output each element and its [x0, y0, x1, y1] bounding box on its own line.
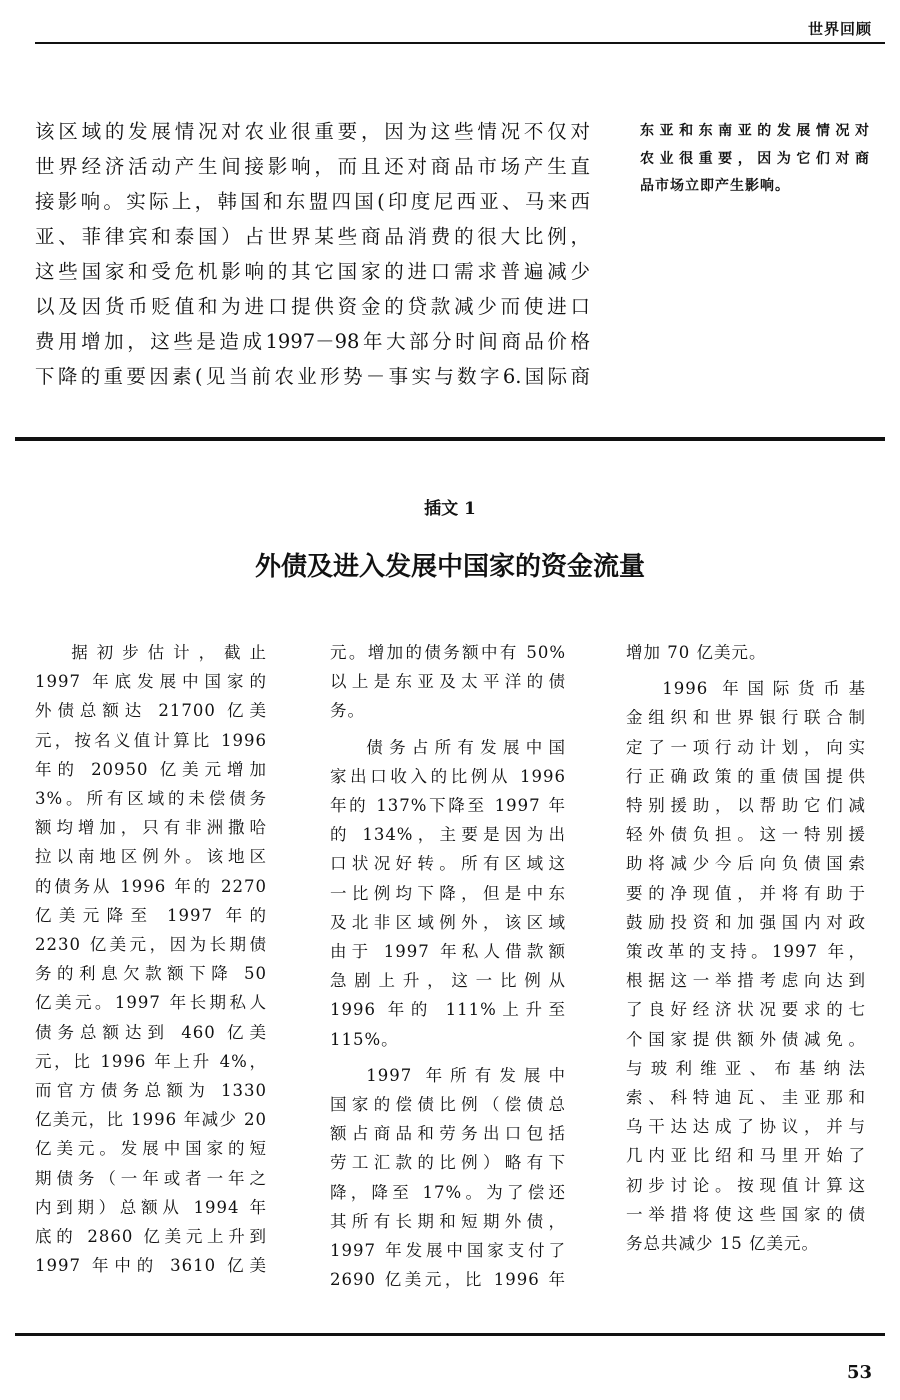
paragraph	[330, 1061, 566, 1295]
text-line: 务总共减少 15 亿美元。	[626, 1234, 819, 1254]
text-line: 债务占所有发展中国	[366, 737, 566, 757]
text-line: 底的 2860 亿美元上升到	[35, 1227, 267, 1247]
text-line: 金组织和世界银行联合制	[626, 708, 866, 728]
text-line: 115%。	[330, 1029, 399, 1049]
text-line: 农业很重要，因为它们对商	[640, 150, 870, 167]
text-line: 外债总额达 21700 亿美	[35, 701, 267, 721]
intro-paragraph	[35, 114, 590, 394]
column-2	[330, 638, 566, 1294]
text-line: 策改革的支持。1997 年，	[626, 942, 866, 962]
section-divider	[15, 437, 885, 441]
text-line: 债务总额达到 460 亿美	[35, 1022, 267, 1042]
text-line: 务。	[330, 701, 365, 721]
text-line: 个国家提供额外债减免。	[626, 1029, 866, 1049]
running-head: 世界回顾	[807, 20, 872, 38]
text-line: 而官方债务总额为 1330	[35, 1081, 267, 1101]
text-line: 1997 年中的 3610 亿美	[35, 1256, 267, 1276]
paragraph	[330, 733, 566, 1054]
text-line: 要的净现值，并将有助于	[626, 883, 866, 903]
text-line: 以及因货币贬值和为进口提供资金的贷款减少而使进口	[35, 295, 590, 318]
text-line: 期债务（一年或者一年之	[35, 1168, 267, 1188]
text-line: 额均增加，只有非洲撒哈	[35, 818, 267, 838]
text-line: 以上是东亚及太平洋的债	[330, 672, 566, 692]
column-1	[35, 638, 267, 1280]
text-line: 年的 20950 亿美元增加	[35, 759, 267, 779]
text-line: 该区域的发展情况对农业很重要，因为这些情况不仅对	[35, 120, 590, 143]
text-line: 口状况好转。所有区域这	[330, 854, 566, 874]
text-line: 元，比 1996 年上升 4%，	[35, 1051, 267, 1071]
paragraph	[626, 674, 866, 1258]
text-line: 几内亚比绍和马里开始了	[626, 1146, 866, 1166]
box-title: 外债及进入发展中国家的资金流量	[254, 552, 645, 582]
text-line: 东亚和东南亚的发展情况对	[640, 123, 870, 139]
text-line: 行正确政策的重债国提供	[626, 766, 866, 786]
text-line: 品市场立即产生影响。	[640, 178, 790, 194]
text-line: 2230 亿美元，因为长期债	[35, 935, 267, 955]
text-line: 的债务从 1996 年的 2270	[35, 876, 267, 896]
text-line: 1997 年发展中国家支付了	[330, 1241, 566, 1261]
text-line: 接影响。实际上，韩国和东盟四国(印度尼西亚、马来西	[35, 190, 590, 213]
text-line: 劳工汇款的比例）略有下	[330, 1153, 566, 1173]
text-line: 内到期）总额从 1994 年	[35, 1197, 267, 1217]
text-line: 年的 137%下降至 1997 年	[330, 796, 566, 816]
margin-note	[640, 118, 870, 201]
text-line: 亿美元。发展中国家的短	[35, 1139, 267, 1159]
text-line: 的 134%，主要是因为出	[330, 825, 566, 845]
text-line: 一举措将使这些国家的债	[626, 1204, 866, 1224]
text-line: 由于 1997 年私人借款额	[330, 942, 566, 962]
text-line: 一比例均下降，但是中东	[330, 883, 566, 903]
column-3	[626, 638, 866, 1258]
text-line: 特别援助，以帮助它们减	[626, 796, 866, 816]
box-label: 插文 1	[424, 499, 476, 519]
text-line: 3%。所有区域的未偿债务	[35, 789, 267, 809]
text-line: 轻外债负担。这一特别援	[626, 825, 866, 845]
text-line: 索、科特迪瓦、圭亚那和	[626, 1088, 866, 1108]
text-line: 定了一项行动计划，向实	[626, 737, 866, 757]
text-line: 乌干达达成了协议，并与	[626, 1117, 866, 1137]
text-line: 亚、菲律宾和泰国）占世界某些商品消费的很大比例，	[35, 225, 590, 248]
text-line: 这些国家和受危机影响的其它国家的进口需求普遍减少	[35, 260, 590, 283]
text-line: 与玻利维亚、布基纳法	[626, 1058, 866, 1078]
text-line: 据初步估计，截止	[71, 643, 267, 662]
paragraph	[330, 638, 566, 726]
text-line: 助将减少今后向负债国索	[626, 854, 866, 874]
text-line: 2690 亿美元，比 1996 年	[330, 1270, 566, 1290]
text-line: 元，按名义值计算比 1996	[35, 730, 267, 750]
header-rule	[35, 42, 885, 44]
text-line: 额占商品和劳务出口包括	[330, 1124, 566, 1144]
text-line: 其所有长期和短期外债，	[330, 1211, 566, 1231]
text-line: 鼓励投资和加强国内对政	[626, 912, 866, 932]
text-line: 急剧上升，这一比例从	[330, 971, 566, 991]
text-line: 费用增加，这些是造成1997－98年大部分时间商品价格	[35, 330, 590, 353]
text-line: 亿美元降至 1997 年的	[35, 905, 267, 925]
page-number: 53	[846, 1362, 872, 1383]
text-line: 国家的偿债比例（偿债总	[330, 1095, 566, 1115]
paragraph	[626, 638, 866, 667]
text-line: 亿美元。1997 年长期私人	[35, 993, 267, 1013]
text-line: 1997 年所有发展中	[366, 1065, 566, 1085]
text-line: 1997 年底发展中国家的	[35, 672, 267, 692]
text-line: 拉以南地区例外。该地区	[35, 847, 267, 867]
text-line: 初步讨论。按现值计算这	[626, 1175, 866, 1195]
text-line: 1996 年的 111%上升至	[330, 1000, 566, 1020]
text-line: 增加 70 亿美元。	[626, 643, 767, 662]
text-line: 务的利息欠款额下降 50	[35, 964, 267, 984]
text-line: 家出口收入的比例从 1996	[330, 766, 566, 786]
text-line: 根据这一举措考虑向达到	[626, 971, 866, 991]
text-line: 下降的重要因素(见当前农业形势－事实与数字6.国际商	[35, 365, 590, 388]
text-line: 降，降至 17%。为了偿还	[330, 1182, 566, 1202]
text-line: 及北非区域例外，该区域	[330, 912, 566, 932]
text-line: 了良好经济状况要求的七	[626, 1000, 866, 1020]
text-line: 亿美元，比 1996 年减少 20	[35, 1110, 267, 1130]
text-line: 世界经济活动产生间接影响，而且还对商品市场产生直	[35, 155, 590, 178]
paragraph	[35, 638, 267, 1280]
text-line: 元。增加的债务额中有 50%	[330, 643, 566, 662]
footer-rule	[15, 1333, 885, 1336]
text-line: 1996 年国际货币基	[662, 679, 866, 699]
